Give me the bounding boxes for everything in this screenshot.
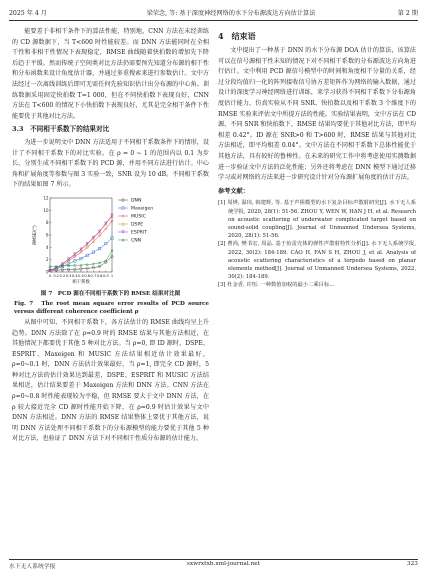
legend-label-music: MUSIC <box>131 214 146 220</box>
x-tick-label: 0.7 <box>90 273 97 278</box>
x-tick-label: 0 <box>48 273 52 278</box>
page-number: 323 <box>406 561 418 567</box>
plot-frame <box>50 198 112 272</box>
reference-1: [1] 周烨, 温玮, 韩建辉, 等. 基于声阻模型的水下复杂目标声散射研究[J]. 水下无人系统学报, 2020, 28(1): 51-56. ZHOU Y, WEN W, HAN J H, et al. Research on acoustic scattering of underwater complicated target based on sound-solid coupling[J]. Journal of Unmanned Undersea Systems, 2020, 28(1): 51-56. <box>218 200 416 240</box>
x-tick-label: 0.8 <box>96 273 103 278</box>
section-4-heading: 4 结束语 <box>218 31 256 41</box>
left-paragraph-3: 从图中可知，不同相干系数下，各方法估计的 RMSE 曲线均呈上升趋势。DNN 方法除了在 ρ=0.9 时的 RMSE 结果与其他方法相近，在其他情况下都要优于其他 5 种对比方法。当 ρ=0, 即 ID 源时，DSPE、ESPRIT、Maxeigen 和 MUSIC 方法结果相近估计效果最好，ρ=0~0.1 时，DNN 方法估计效果最好，当 ρ=1, 即完全 CD 源时，5 种对比方法的估计效果达到最差，DSPE、ESPRIT 和 MUSIC 方法结果相近，估计结果要差于 Maxeigen 方法和 DNN 方法。CNN 方法在 ρ=0~0.8 时性能表现较为平稳，但 RMSE 要大于文中 DNN 方法，在 ρ 较大接近完全 CD 源时性能开始下降，在 ρ=0.9 时估计效果与文中 DNN 方法相近。DNN 方法的 RMSE 结果整体上要优于其他方法，说明 DNN 方法处理不同相干系数下的分布源模型的能力要优于其他 5 种对比方法，也验证了 DNN 方法下对不同相干性质分布源的估计能力。 <box>12 318 209 443</box>
page-footer <box>9 561 418 571</box>
left-paragraph-2: 为进一步说明文中 DNN 方法适用于不同相干系数条件下的情形，设计了不同相干系数下的对比实验。在 ρ = 0 ~ 1 的范围内以 0.1 为步长，分别生成不同相干系数下的 PCD 源，并用不同方法进行估计。中心角和扩展角度等参数与图 3 实验一致，SNR 设为 10 dB。不同相干系数下的结果如图 7 所示。 <box>12 138 209 189</box>
x-tick-label: 0.6 <box>84 273 91 278</box>
legend-label-esprit: ESPRIT <box>131 230 147 236</box>
series-line-dspe <box>50 216 112 270</box>
reference-2: [2] 曹尚, 樊书宏, 周晶. 基于鱼雷壳体的弹性声散射特性分析[J]. 水下无人系统学报, 2022, 30(2): 184-189. CAO H, FAN S H, ZHOU J, et al. Analysis of acoustic scattering characteristics of a torpedo based on planar elements method[J]. Journal of Unmanned Undersea Systems, 2022, 30(2): 184-189. <box>218 241 416 281</box>
header-title: 梁荣念, 等: 基于深度神经网络的水下分布源波达方向估计算法 <box>146 10 316 17</box>
x-tick-label: 0.3 <box>65 273 72 278</box>
footer-journal: 水下无人系统学报 <box>9 564 56 570</box>
legend-label-maxeigen: Maxeigen <box>131 206 154 212</box>
rmse-chart <box>30 192 190 290</box>
y-axis-label: RMSE/(°) <box>33 225 38 245</box>
legend-label-dnn: DNN <box>131 198 142 204</box>
legend-label-dspe: DSPE <box>131 222 144 228</box>
footer-url: sxwrxtxb.xml-journal.net <box>186 561 261 567</box>
x-tick-label: 0.9 <box>102 273 109 278</box>
header-rule <box>9 20 418 21</box>
x-tick-label: 0.1 <box>53 273 60 278</box>
conclusion-paragraph: 文中提出了一种基于 DNN 的水下分布源 DOA 估计的算法，该算法可以在信号源相干性未知的情况下对不同相干系数的分布源波达方向角进行估计。文中利用 PCD 源信号模型中的时间和角度相干分量的关系，经过分段均值归一化的阵列接收信号协方差矩阵作为网络的输入数据，通过设计的深度学习神经网络进行训练，来学习获得不同相干系数下分布源角度估计能力，仿真实验从不同 SNR、快拍数以及相干系数 3 个维度下的 RMSE 实验来评估文中所提方法的性能。实验结果表明，文中方法在 CD 源、不同 SNR 和快拍数下，RMSE 结果均要优于其他对比方法，即平均相差 0.42°。ID 源在 SNR>0 和 T>600 时，RMSE 结果与其他对比方法相近，即平均相差 0.04°。文中方法在不同相干系数下总体性能优于其他方法，具有较好的鲁棒性。在未来的研究工作中将考虑使用实测数据进一步验证文中方法的泛化性能；另外还将考虑在 DNN 模型下通过迁移学习或对网络的方法来进一步研究设计针对分布源扩展角度的估计方法。 <box>218 47 416 182</box>
page-header <box>9 6 418 18</box>
header-date: 2025 年 4 月 <box>9 10 47 17</box>
references-heading: 参考文献： <box>218 187 249 195</box>
figure-7 <box>12 192 209 290</box>
x-tick-label: 1 <box>110 273 114 278</box>
y-tick-label: 8 <box>45 220 49 226</box>
x-axis-label: 相干系数 <box>72 279 90 285</box>
right-column <box>218 27 416 290</box>
reference-3: [3] 杜金香, 许恒. 一种数值加权的最小二乘目标… <box>218 282 335 289</box>
x-tick-label: 0.4 <box>71 273 78 278</box>
section-3-3-heading: 3.3 不同相干系数下的结果对比 <box>12 125 110 134</box>
y-tick-label: 4 <box>45 244 49 250</box>
figure-caption-cn: 图 7 PCD 源在不同相干系数下的 RMSE 结果对比图 <box>40 290 181 297</box>
x-tick-label: 0.2 <box>59 273 66 278</box>
y-tick-label: 0 <box>45 269 49 275</box>
y-tick-label: 12 <box>43 195 49 201</box>
legend-label-cnn: CNN <box>131 238 142 244</box>
y-tick-label: 6 <box>45 232 49 238</box>
y-tick-label: 10 <box>43 207 49 213</box>
left-column <box>12 27 209 443</box>
y-tick-label: 2 <box>45 257 49 263</box>
footer-rule <box>9 559 418 560</box>
header-issue: 第 2 期 <box>397 10 418 17</box>
left-paragraph-1: 能要差于非相干条件下的算法性能，特别地，CNN 方法在未经训练的 CD 源数据下，当 T<600 时性能较差。而 DNN 方法能同时在全相干性和非相干性情况下表现稳定，RMSE 曲线随着快拍数的增加先下降后趋于平缓。然而传统子空间类对比方法仍需要预先知道分布源的相干性和分布函数来设计角度估计器，并通过多重搜索来进行参数估计。文中方法经过一次离线训练后即可无需任何先验知识估计出分布源的中心角。训练数据采用固定快拍数 T=1 000，但在不同快拍数下表现良好，CNN 方法在 T<600 的情况下小快拍数下表现良好，尤其是完全相干条件下性能要优于其他对比方法。 <box>12 28 209 120</box>
series-line-esprit <box>50 215 112 270</box>
x-tick-label: 0.5 <box>78 273 84 278</box>
figure-caption-en: Fig. 7 The root mean square error results of PCD source versus different coherence coefficient ρ <box>14 300 209 315</box>
